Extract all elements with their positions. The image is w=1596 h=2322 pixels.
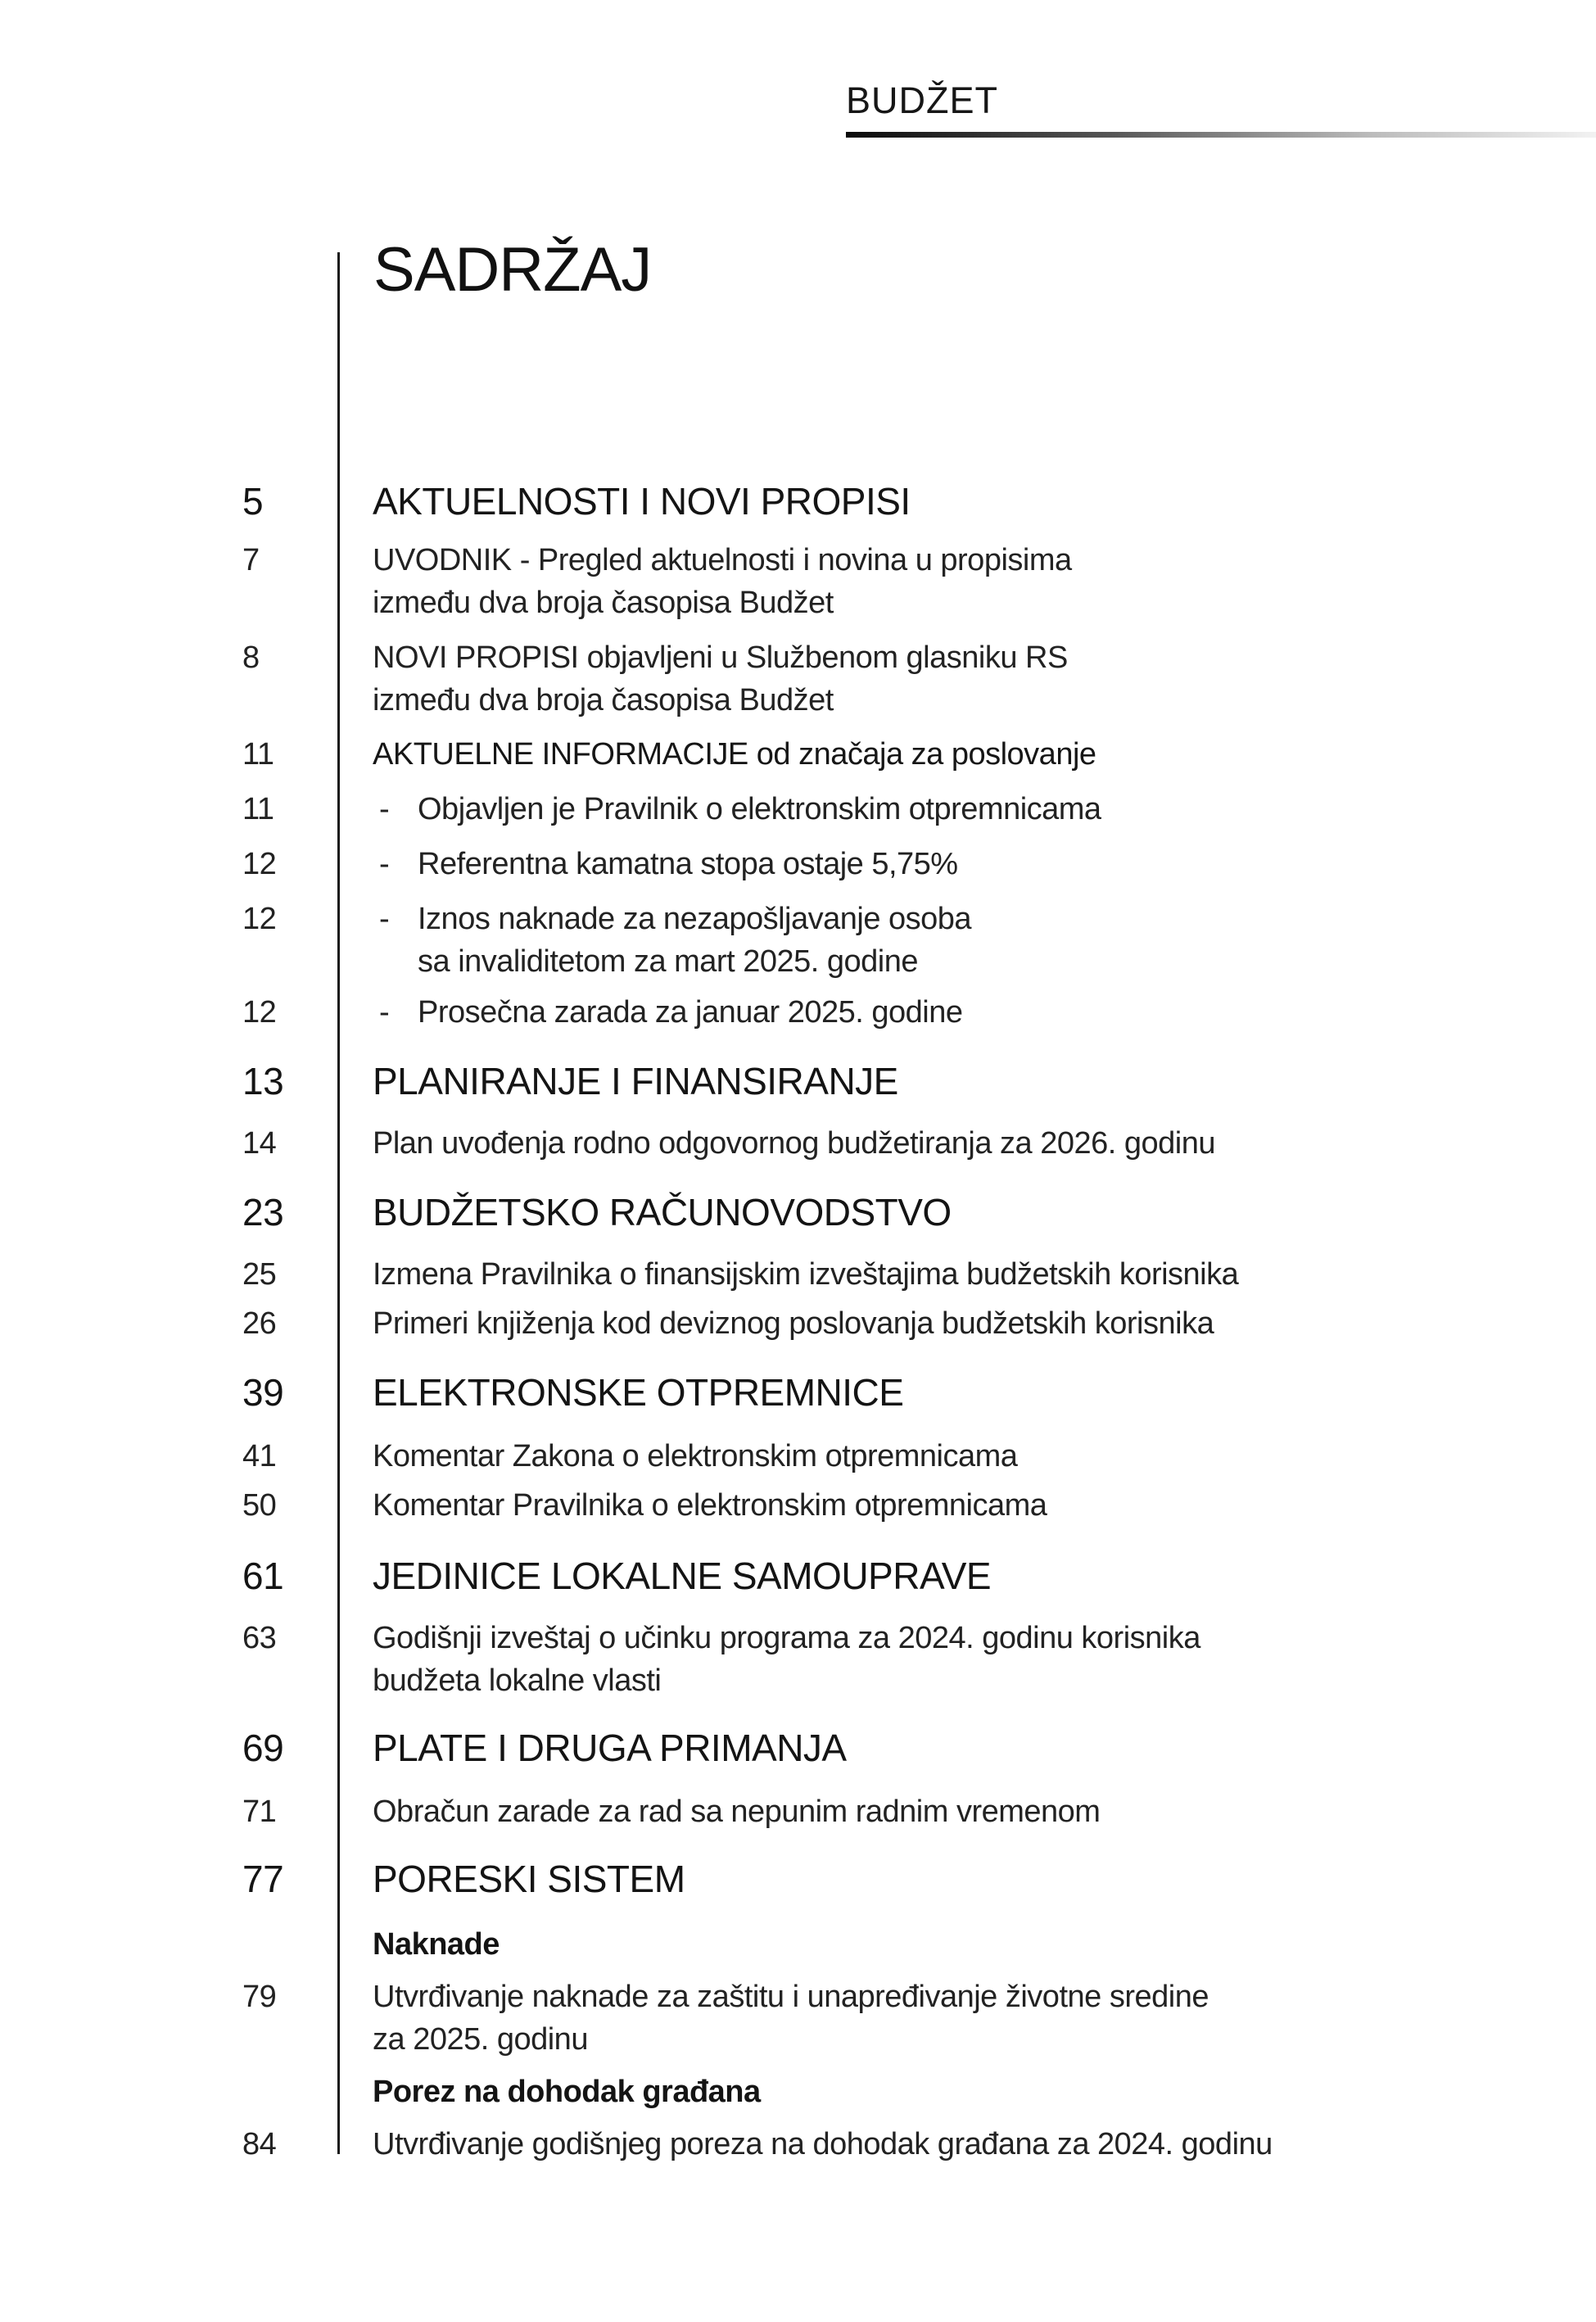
toc-entry — [242, 1435, 1596, 1478]
toc-entry-page-number: 39 — [242, 1371, 284, 1414]
page-title: SADRŽAJ — [373, 235, 652, 305]
toc-entry-text — [373, 1976, 1596, 2061]
toc-entry-page-number: 26 — [242, 1306, 277, 1341]
toc-entry — [242, 539, 1596, 624]
toc-entry-line: Komentar Pravilnika o elektronskim otpremnicama — [373, 1488, 1047, 1523]
toc-entry-page-number: 12 — [242, 847, 277, 881]
toc-entry-line: Plan uvođenja rodno odgovornog budžetiranja za 2026. godinu — [373, 1126, 1215, 1161]
toc-entry-text — [373, 1189, 1596, 1235]
toc-entry — [242, 1553, 1596, 1599]
bullet-dash: - — [379, 792, 390, 826]
toc-entry-line: između dva broja časopisa Budžet — [373, 586, 834, 620]
toc-entry-text — [373, 1253, 1596, 1296]
toc-entry-page-number: 79 — [242, 1980, 277, 2014]
toc-entry — [242, 1253, 1596, 1296]
toc-entry-line: Obračun zarade za rad sa nepunim radnim vremenom — [373, 1795, 1101, 1829]
toc-entry-line: Izmena Pravilnika o finansijskim izveštajima budžetskih korisnika — [373, 1257, 1239, 1292]
toc-entry — [242, 2071, 1596, 2113]
toc-entry-text — [373, 1790, 1596, 1833]
toc-entry — [242, 478, 1596, 524]
toc-entry-page-number: 50 — [242, 1488, 277, 1523]
toc-entry-text — [373, 1302, 1596, 1345]
toc-entry — [242, 2123, 1596, 2166]
toc-entry-page-number: 23 — [242, 1191, 284, 1233]
toc-entry — [242, 1790, 1596, 1833]
toc-entry — [242, 898, 1596, 983]
toc-entry-line: Godišnji izveštaj o učinku programa za 2024. godinu korisnika — [373, 1621, 1200, 1655]
toc-entry-text — [373, 1856, 1596, 1902]
toc-entry-line: - Prosečna zarada za januar 2025. godine — [373, 991, 1596, 1034]
toc-entry-page-number: 5 — [242, 480, 264, 523]
toc-entry-page-number: 11 — [242, 737, 274, 772]
toc-entry — [242, 1923, 1596, 1966]
toc-entry-line: JEDINICE LOKALNE SAMOUPRAVE — [373, 1555, 992, 1597]
toc-entry-line: Porez na dohodak građana — [373, 2075, 761, 2109]
toc-entry — [242, 1976, 1596, 2061]
toc-entry-line: Naknade — [373, 1927, 500, 1962]
toc-entry-line: za 2025. godinu — [373, 2022, 588, 2057]
toc-entry-line: UVODNIK - Pregled aktuelnosti i novina u propisima — [373, 543, 1072, 577]
toc-entry — [242, 1122, 1596, 1165]
toc-entry-text — [373, 636, 1596, 722]
table-of-contents — [242, 0, 1596, 2166]
toc-entry-page-number: 12 — [242, 995, 277, 1030]
toc-entry-line: - Objavljen je Pravilnik o elektronskim otpremnicama — [373, 788, 1596, 831]
toc-entry-page-number: 12 — [242, 902, 277, 936]
toc-entry — [242, 1725, 1596, 1771]
toc-entry-line: Primeri knjiženja kod deviznog poslovanja budžetskih korisnika — [373, 1306, 1214, 1341]
bullet-dash: - — [379, 847, 390, 881]
toc-entry-line: AKTUELNOSTI I NOVI PROPISI — [373, 480, 911, 523]
toc-entry-line: budžeta lokalne vlasti — [373, 1663, 662, 1698]
toc-entry-text — [373, 1484, 1596, 1527]
bullet-dash: - — [379, 902, 390, 936]
toc-entry-line: BUDŽETSKO RAČUNOVODSTVO — [373, 1191, 952, 1233]
toc-entry-line: Utvrđivanje godišnjeg poreza na dohodak građana za 2024. godinu — [373, 2127, 1273, 2161]
toc-entry — [242, 1484, 1596, 1527]
toc-entry — [242, 843, 1596, 885]
toc-entry-text — [373, 898, 1596, 983]
magazine-brand-title: BUDŽET — [846, 79, 998, 121]
toc-entry — [242, 1302, 1596, 1345]
toc-entry-page-number: 11 — [242, 792, 274, 826]
toc-entry-page-number: 14 — [242, 1126, 277, 1161]
toc-entry-page-number: 25 — [242, 1257, 277, 1292]
bullet-dash: - — [379, 995, 390, 1030]
toc-entry-text — [373, 1435, 1596, 1478]
toc-entry-text — [373, 2071, 1596, 2113]
toc-entry-page-number: 84 — [242, 2127, 277, 2161]
toc-entry-text — [373, 1553, 1596, 1599]
toc-entry-line: između dva broja časopisa Budžet — [373, 683, 834, 717]
toc-entry-text — [373, 788, 1596, 831]
toc-entry-text — [373, 2123, 1596, 2166]
toc-entry-text — [373, 733, 1596, 776]
toc-entry-text — [373, 539, 1596, 624]
toc-entry-line: NOVI PROPISI objavljeni u Službenom glasniku RS — [373, 640, 1068, 675]
toc-entry — [242, 1369, 1596, 1415]
toc-entry — [242, 733, 1596, 776]
toc-entry-page-number: 7 — [242, 543, 260, 577]
toc-entry-page-number: 69 — [242, 1727, 284, 1769]
toc-entry-page-number: 41 — [242, 1439, 277, 1473]
toc-entry — [242, 1856, 1596, 1902]
toc-entry — [242, 1617, 1596, 1702]
toc-entry — [242, 991, 1596, 1034]
toc-entry-line: Utvrđivanje naknade za zaštitu i unapređivanje životne sredine — [373, 1980, 1209, 2014]
toc-entry-text — [373, 478, 1596, 524]
toc-entry — [242, 636, 1596, 722]
toc-entry-text — [373, 1122, 1596, 1165]
toc-entry-text — [373, 1369, 1596, 1415]
toc-entry-line: PORESKI SISTEM — [373, 1858, 685, 1900]
toc-entry-page-number: 13 — [242, 1060, 284, 1102]
toc-entry-line: PLATE I DRUGA PRIMANJA — [373, 1727, 847, 1769]
toc-entry — [242, 1058, 1596, 1104]
toc-entry-page-number: 71 — [242, 1795, 277, 1829]
toc-entry-text — [373, 1617, 1596, 1702]
toc-entry-line: sa invaliditetom za mart 2025. godine — [418, 944, 918, 979]
toc-entry-text — [373, 991, 1596, 1034]
toc-entry — [242, 1189, 1596, 1235]
toc-entry-line: - Referentna kamatna stopa ostaje 5,75% — [373, 843, 1596, 885]
toc-entry-line: Komentar Zakona o elektronskim otpremnicama — [373, 1439, 1018, 1473]
toc-entry-line: ELEKTRONSKE OTPREMNICE — [373, 1371, 904, 1414]
toc-entry-line: PLANIRANJE I FINANSIRANJE — [373, 1060, 898, 1102]
toc-entry-page-number: 63 — [242, 1621, 277, 1655]
toc-entry — [242, 788, 1596, 831]
toc-entry-text — [373, 1923, 1596, 1966]
toc-entry-page-number: 77 — [242, 1858, 284, 1900]
toc-entry-page-number: 8 — [242, 640, 260, 675]
toc-entry-page-number: 61 — [242, 1555, 284, 1597]
toc-entry-line: - Iznos naknade za nezapošljavanje osoba — [373, 898, 1596, 940]
toc-entry-text — [373, 843, 1596, 885]
toc-entry-line: AKTUELNE INFORMACIJE od značaja za poslovanje — [373, 737, 1096, 772]
toc-entry-text — [373, 1725, 1596, 1771]
toc-entry-text — [373, 1058, 1596, 1104]
